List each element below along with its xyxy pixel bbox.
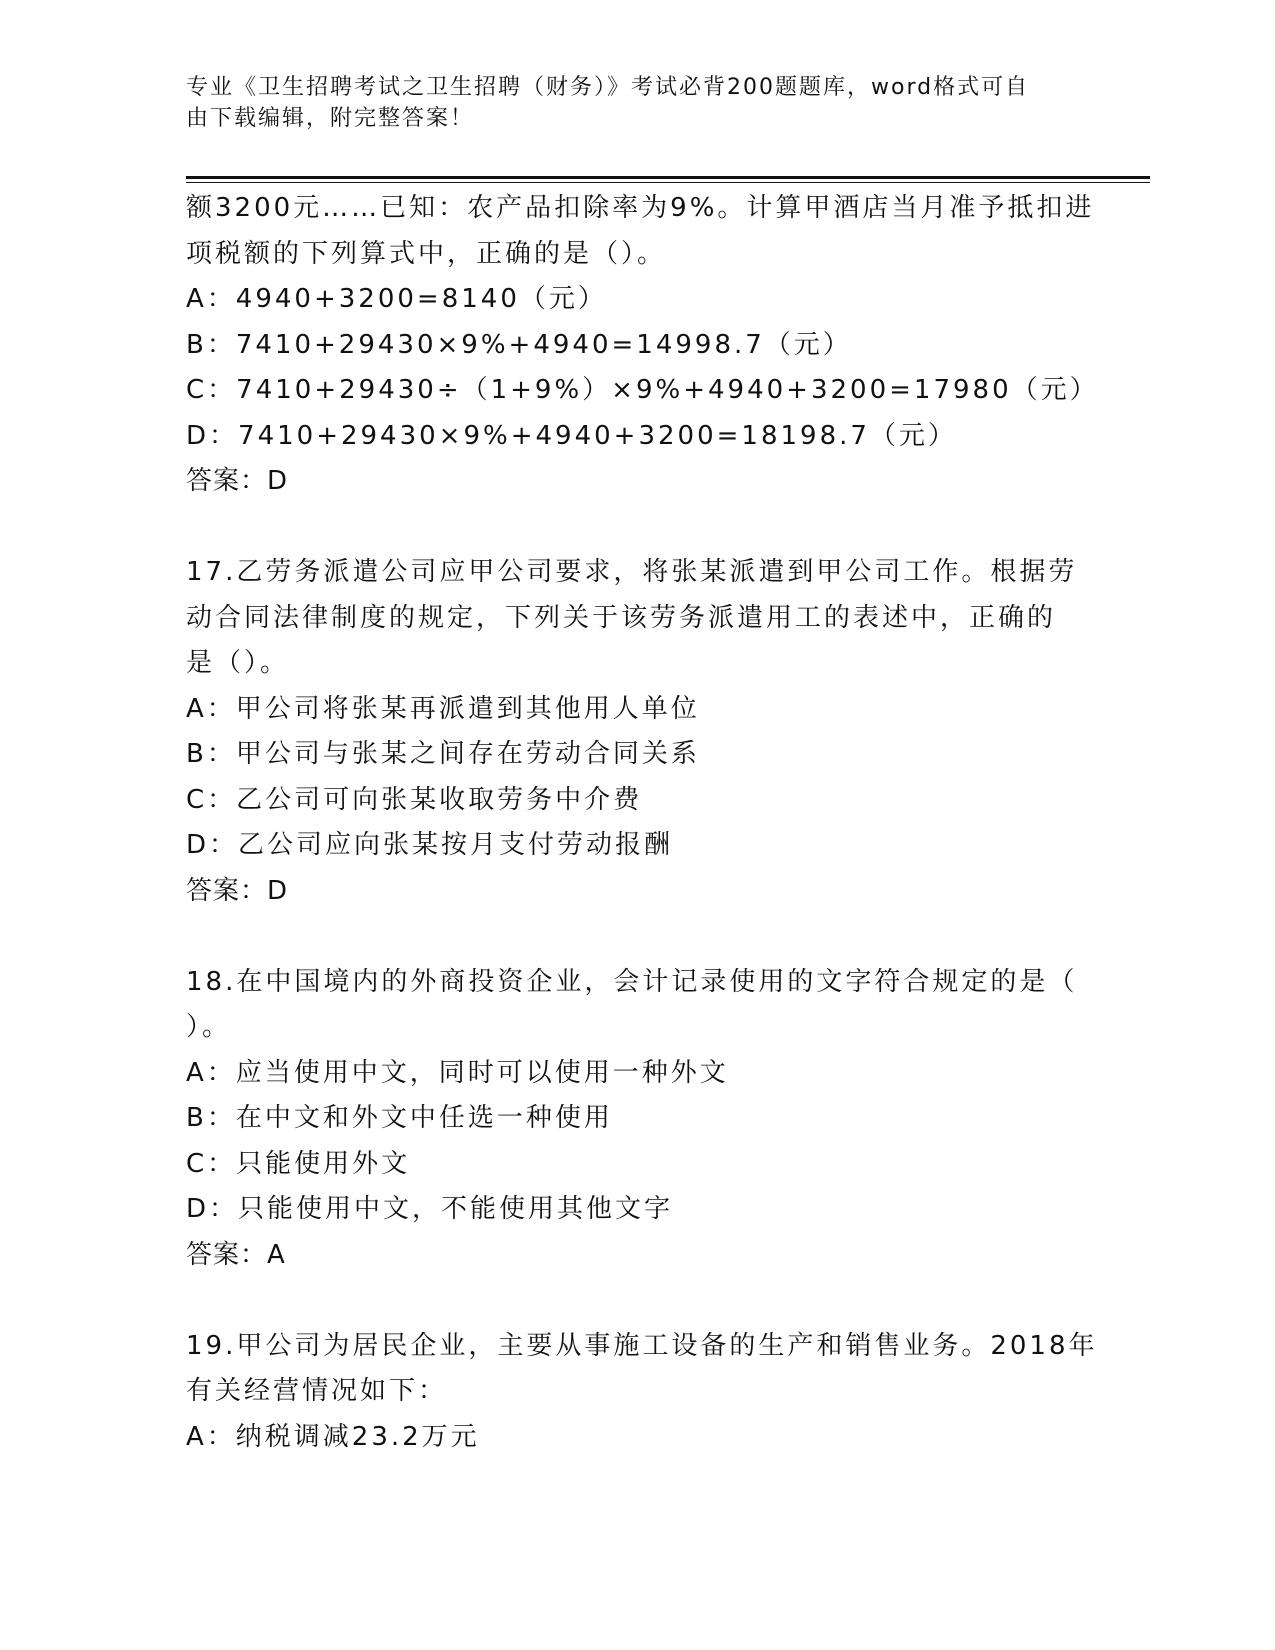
option-a: A：纳税调减23.2万元	[186, 1421, 480, 1452]
option-b: B：在中文和外文中任选一种使用	[186, 1103, 613, 1133]
question-18	[186, 960, 1086, 1279]
option-c: C：只能使用外文	[186, 1148, 411, 1179]
option-a: A：甲公司将张某再派遣到其他用人单位	[186, 693, 700, 724]
header-line-2: 由下载编辑，附完整答案！	[186, 106, 475, 131]
option-c: C：乙公司可向张某收取劳务中介费	[186, 784, 643, 815]
option-b: B：甲公司与张某之间存在劳动合同关系	[186, 739, 700, 769]
header-divider-thick	[186, 176, 1150, 179]
option-c: C：7410+29430÷（1+9%）×9%+4940+3200=17980（元）	[186, 375, 1099, 405]
question-stem: 项税额的下列算式中，正确的是（）。	[186, 238, 667, 269]
answer-line: 答案：D	[186, 466, 289, 496]
question-stem: ）。	[186, 1012, 232, 1042]
answer-line: 答案：D	[186, 875, 289, 906]
question-stem: 18.在中国境内的外商投资企业，会计记录使用的文字符合规定的是（	[186, 966, 1078, 997]
question-spacer	[186, 914, 1086, 960]
option-d: D：只能使用中文，不能使用其他文字	[186, 1194, 674, 1224]
answer-line: 答案：A	[186, 1239, 286, 1270]
document-header	[186, 72, 1066, 134]
question-spacer	[186, 505, 1086, 551]
option-d: D：乙公司应向张某按月支付劳动报酬	[186, 830, 674, 860]
question-stem: 动合同法律制度的规定，下列关于该劳务派遣用工的表述中，正确的	[186, 602, 1057, 633]
question-16	[186, 186, 1099, 505]
header-divider-thin	[186, 182, 1150, 183]
question-stem: 有关经营情况如下：	[186, 1376, 448, 1406]
question-19	[186, 1324, 1098, 1461]
question-list	[186, 186, 1099, 1460]
question-stem: 是（）。	[186, 648, 290, 678]
question-spacer	[186, 1278, 1086, 1324]
option-a: A：应当使用中文，同时可以使用一种外文	[186, 1057, 729, 1088]
question-stem: 额3200元……已知：农产品扣除率为9%。计算甲酒店当月准予抵扣进	[186, 193, 1095, 223]
question-stem: 19.甲公司为居民企业，主要从事施工设备的生产和销售业务。2018年	[186, 1330, 1098, 1361]
option-a: A：4940+3200=8140（元）	[186, 284, 607, 314]
question-17	[186, 550, 1086, 914]
option-d: D：7410+29430×9%+4940+3200=18198.7（元）	[186, 420, 957, 451]
option-b: B：7410+29430×9%+4940=14998.7（元）	[186, 329, 852, 360]
question-stem: 17.乙劳务派遣公司应甲公司要求，将张某派遣到甲公司工作。根据劳	[186, 557, 1078, 587]
header-line-1: 专业《卫生招聘考试之卫生招聘（财务）》考试必背200题题库，word格式可自	[186, 75, 1030, 100]
